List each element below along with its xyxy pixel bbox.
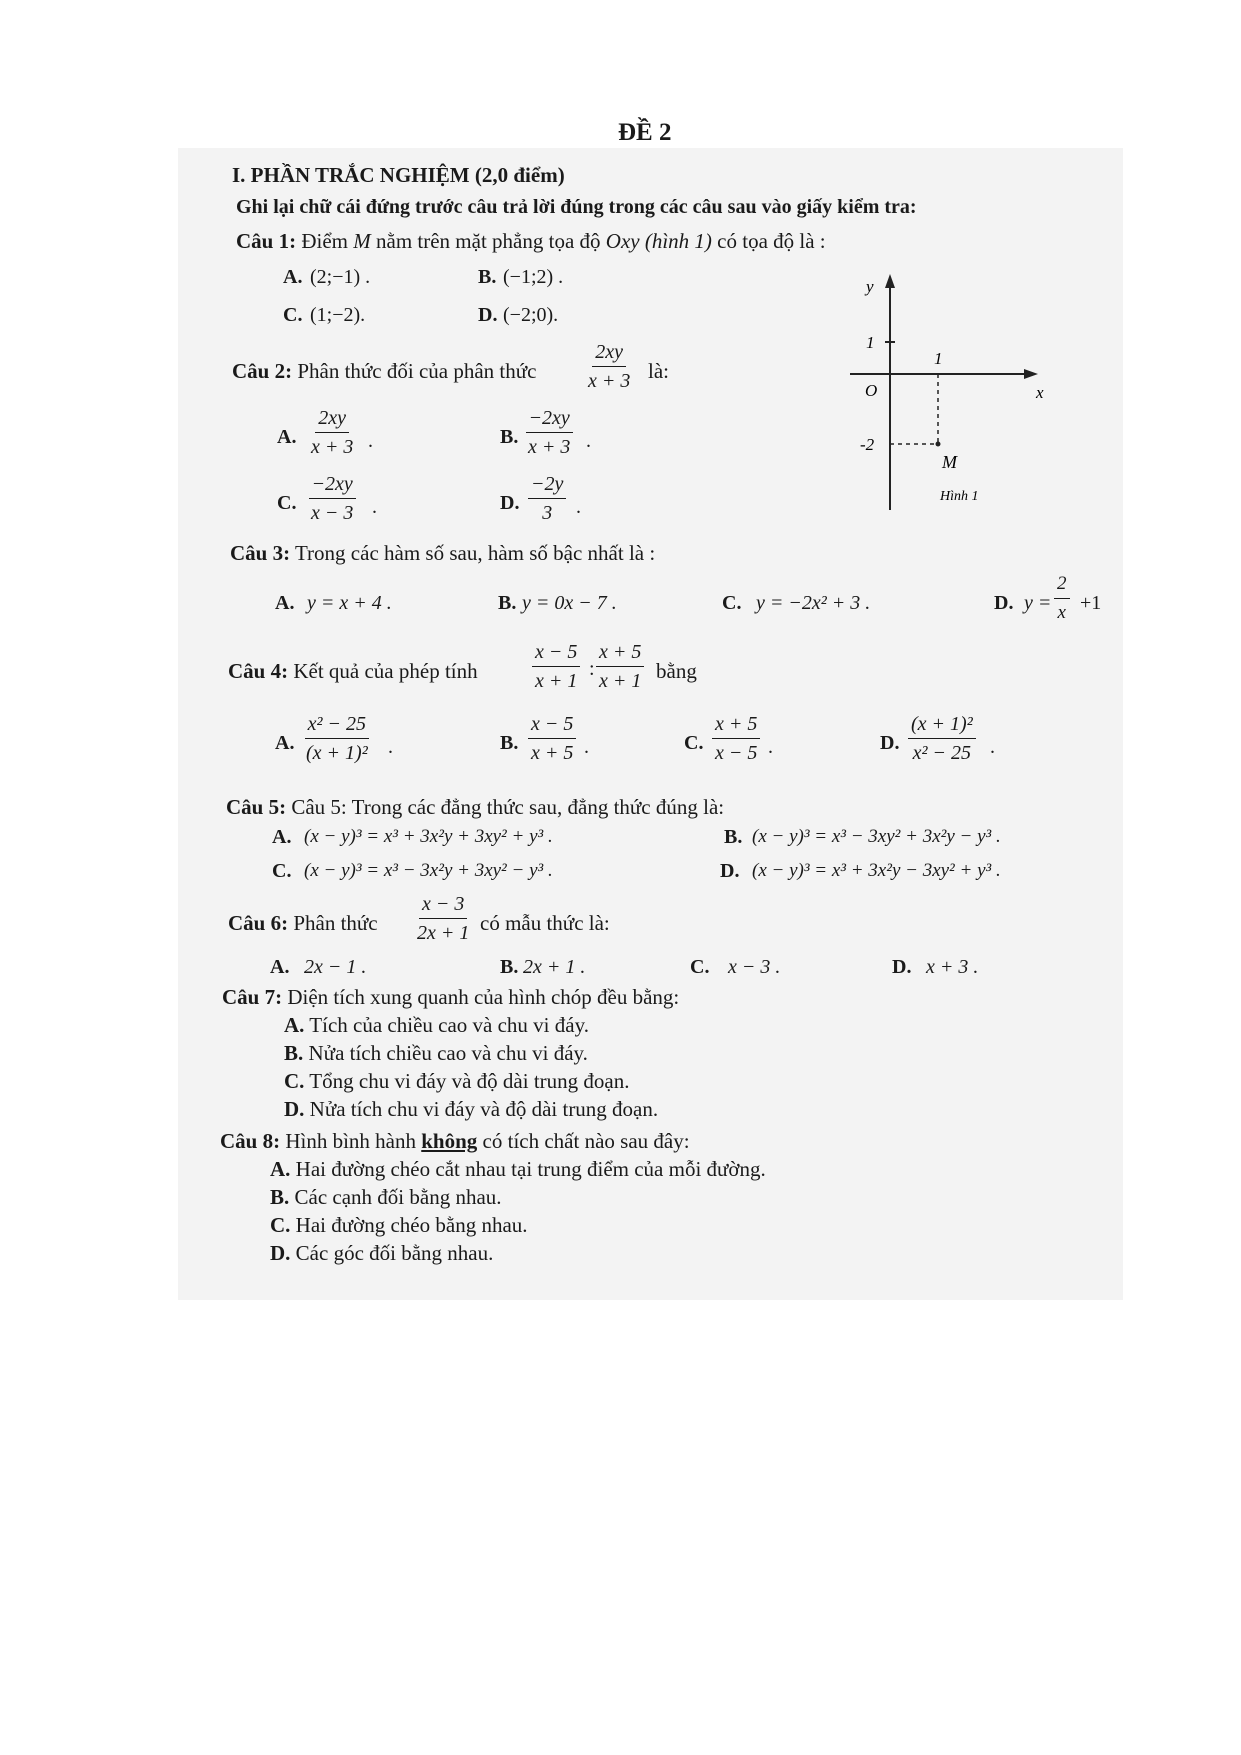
question-8 xyxy=(220,1128,690,1154)
option-label: C. xyxy=(283,304,303,326)
question-text-tail: bằng xyxy=(656,659,697,683)
coordinate-figure xyxy=(840,270,1060,520)
fraction: $\frac{x + 5}{x + 1}$ xyxy=(596,640,644,693)
emphasis-underline: không xyxy=(421,1129,478,1153)
x-axis-arrow xyxy=(1024,369,1038,379)
option-answer: (x − y)³ = x³ − 3x²y + 3xy² − y³ . xyxy=(304,860,553,881)
question-text: Điểm xyxy=(301,229,348,253)
option-answer: (2;−1) . xyxy=(310,266,371,288)
instruction: Ghi lại chữ cái đứng trước câu trả lời đúng trong các câu sau vào giấy kiểm tra: xyxy=(236,196,917,218)
question-label: Câu 5: xyxy=(226,795,287,819)
option-label: B. xyxy=(500,956,519,978)
option-label: C. xyxy=(277,492,297,514)
question-text: có tích chất nào sau đây: xyxy=(482,1129,690,1153)
option-answer: y = −2x² + 3 . xyxy=(756,592,871,614)
question-label: Câu 1: xyxy=(236,229,297,253)
math-var: Oxy xyxy=(605,229,640,253)
option-answer: (1;−2). xyxy=(310,304,366,326)
question-1 xyxy=(236,228,826,254)
option-answer: (x − y)³ = x³ + 3x²y + 3xy² + y³ . xyxy=(304,826,553,847)
question-label: Câu 4: xyxy=(228,659,289,683)
option-answer: (−2;0). xyxy=(503,304,559,326)
y-axis-label: y xyxy=(866,277,874,296)
origin-label: O xyxy=(865,381,878,400)
question-text: Diện tích xung quanh của hình chóp đều bằng: xyxy=(287,985,680,1009)
question-text-tail: có mẫu thức là: xyxy=(480,911,610,935)
option-label: C. xyxy=(272,860,292,882)
option-fraction: $\frac{2xy}{x + 3}$ xyxy=(311,407,354,458)
option-answer: 2x + 1 . xyxy=(523,956,586,978)
option-label: A. xyxy=(275,592,295,614)
period: . xyxy=(586,430,591,452)
option-answer-post: +1 xyxy=(1080,592,1102,614)
option-label: A. xyxy=(275,732,295,754)
question-text: có tọa độ là : xyxy=(717,229,826,253)
division-sign: : xyxy=(589,658,595,680)
question-label: Câu 8: xyxy=(220,1129,281,1153)
option-answer: (x − y)³ = x³ + 3x²y − 3xy² + y³ . xyxy=(752,860,1001,881)
option-label: D. xyxy=(892,956,912,978)
question-text: Câu 5: Trong các đẳng thức sau, đẳng thức đúng là: xyxy=(291,795,725,819)
question-label: Câu 7: xyxy=(222,985,283,1009)
fraction: $\frac{x - 3}{2x + 1}$ xyxy=(417,893,470,944)
option-label: A. xyxy=(277,426,297,448)
period: . xyxy=(768,736,773,758)
figure-caption: Hình 1 xyxy=(940,489,979,504)
question-3 xyxy=(230,540,655,566)
option-row: A. Hai đường chéo cắt nhau tại trung điểm của mỗi đường. xyxy=(270,1157,766,1181)
point-m xyxy=(936,442,941,447)
question-text: Kết quả của phép tính xyxy=(293,659,478,683)
period: . xyxy=(368,430,373,452)
question-text: nằm trên mặt phẳng tọa độ xyxy=(376,229,601,253)
option-fraction: $\frac{-2xy}{x - 3}$ xyxy=(308,472,356,525)
option-label: C. xyxy=(690,956,710,978)
option-fraction: $\frac{x - 5}{x + 5}$ xyxy=(528,712,576,765)
option-answer: (−1;2) . xyxy=(503,266,564,288)
option-row: C. Hai đường chéo bằng nhau. xyxy=(270,1213,528,1237)
figure-reference: (hình 1) xyxy=(644,229,712,253)
option-answer: 2x − 1 . xyxy=(304,956,367,978)
option-fraction: $\frac{\text{(x + 1)²}}{\text{x² − 25}}$ xyxy=(908,712,976,765)
option-row: D. Nửa tích chu vi đáy và độ dài trung đoạn. xyxy=(284,1097,659,1121)
option-label: B. xyxy=(498,592,517,614)
question-5 xyxy=(226,794,724,820)
period: . xyxy=(584,736,589,758)
question-text: Phân thức đối của phân thức xyxy=(297,359,537,383)
fraction: $\frac{x - 5}{x + 1}$ xyxy=(532,640,580,693)
question-2 xyxy=(232,358,536,384)
option-label: D. xyxy=(500,492,520,514)
option-answer: x + 3 . xyxy=(926,956,979,978)
question-text: Phân thức xyxy=(293,911,378,935)
option-label: D. xyxy=(478,304,498,326)
question-label: Câu 2: xyxy=(232,359,293,383)
option-answer-pre: y = xyxy=(1024,592,1052,614)
question-label: Câu 3: xyxy=(230,541,291,565)
question-4 xyxy=(228,658,478,684)
fraction: $\frac{2xy}{x + 3}$ xyxy=(588,341,631,392)
option-row: C. Tổng chu vi đáy và độ dài trung đoạn. xyxy=(284,1069,630,1093)
section-heading: I. PHẦN TRẮC NGHIỆM (2,0 điểm) xyxy=(232,163,565,187)
option-fraction: $\frac{x + 5}{x - 5}$ xyxy=(712,712,760,765)
period: . xyxy=(576,496,581,518)
option-label: B. xyxy=(500,732,519,754)
option-label: A. xyxy=(283,266,303,288)
option-label: B. xyxy=(500,426,519,448)
option-label: B. xyxy=(724,826,743,848)
x-axis-label: x xyxy=(1036,383,1044,402)
option-label: D. xyxy=(994,592,1014,614)
option-answer: y = 0x − 7 . xyxy=(522,592,617,614)
option-fraction: $\frac{2}{x}$ xyxy=(1054,572,1070,625)
option-fraction: $\frac{-2y}{3}$ xyxy=(528,472,566,525)
question-7 xyxy=(222,984,679,1010)
period: . xyxy=(388,736,393,758)
option-answer: y = x + 4 . xyxy=(307,592,392,614)
option-row: B. Các cạnh đối bằng nhau. xyxy=(270,1185,502,1209)
option-label: C. xyxy=(684,732,704,754)
question-label: Câu 6: xyxy=(228,911,289,935)
option-row: A. Tích của chiều cao và chu vi đáy. xyxy=(284,1013,589,1037)
option-answer: x − 3 . xyxy=(728,956,781,978)
option-label: B. xyxy=(478,266,497,288)
option-fraction: $\frac{\text{x² − 25}}{\text{(x + 1)²}}$ xyxy=(306,713,368,764)
y-tick-label-neg2: -2 xyxy=(860,435,875,454)
question-text-tail: là: xyxy=(648,359,669,383)
option-label: A. xyxy=(270,956,290,978)
option-label: D. xyxy=(720,860,740,882)
option-label: A. xyxy=(272,826,292,848)
question-6 xyxy=(228,910,378,936)
y-tick-label-1: 1 xyxy=(866,333,875,352)
option-fraction: $\frac{-2xy}{x + 3}$ xyxy=(525,406,573,459)
option-label: D. xyxy=(880,732,900,754)
point-m-label: M xyxy=(942,452,957,472)
math-var: M xyxy=(353,229,371,253)
question-text: Trong các hàm số sau, hàm số bậc nhất là : xyxy=(294,541,656,565)
option-label: C. xyxy=(722,592,742,614)
option-row: D. Các góc đối bằng nhau. xyxy=(270,1241,494,1265)
period: . xyxy=(990,736,995,758)
option-row: B. Nửa tích chiều cao và chu vi đáy. xyxy=(284,1041,588,1065)
x-tick-label-1: 1 xyxy=(934,349,943,368)
exam-title: ĐỀ 2 xyxy=(618,119,672,146)
period: . xyxy=(372,496,377,518)
option-answer: (x − y)³ = x³ − 3xy² + 3x²y − y³ . xyxy=(752,826,1001,847)
y-axis-arrow xyxy=(885,274,895,288)
question-text: Hình bình hành xyxy=(285,1129,416,1153)
